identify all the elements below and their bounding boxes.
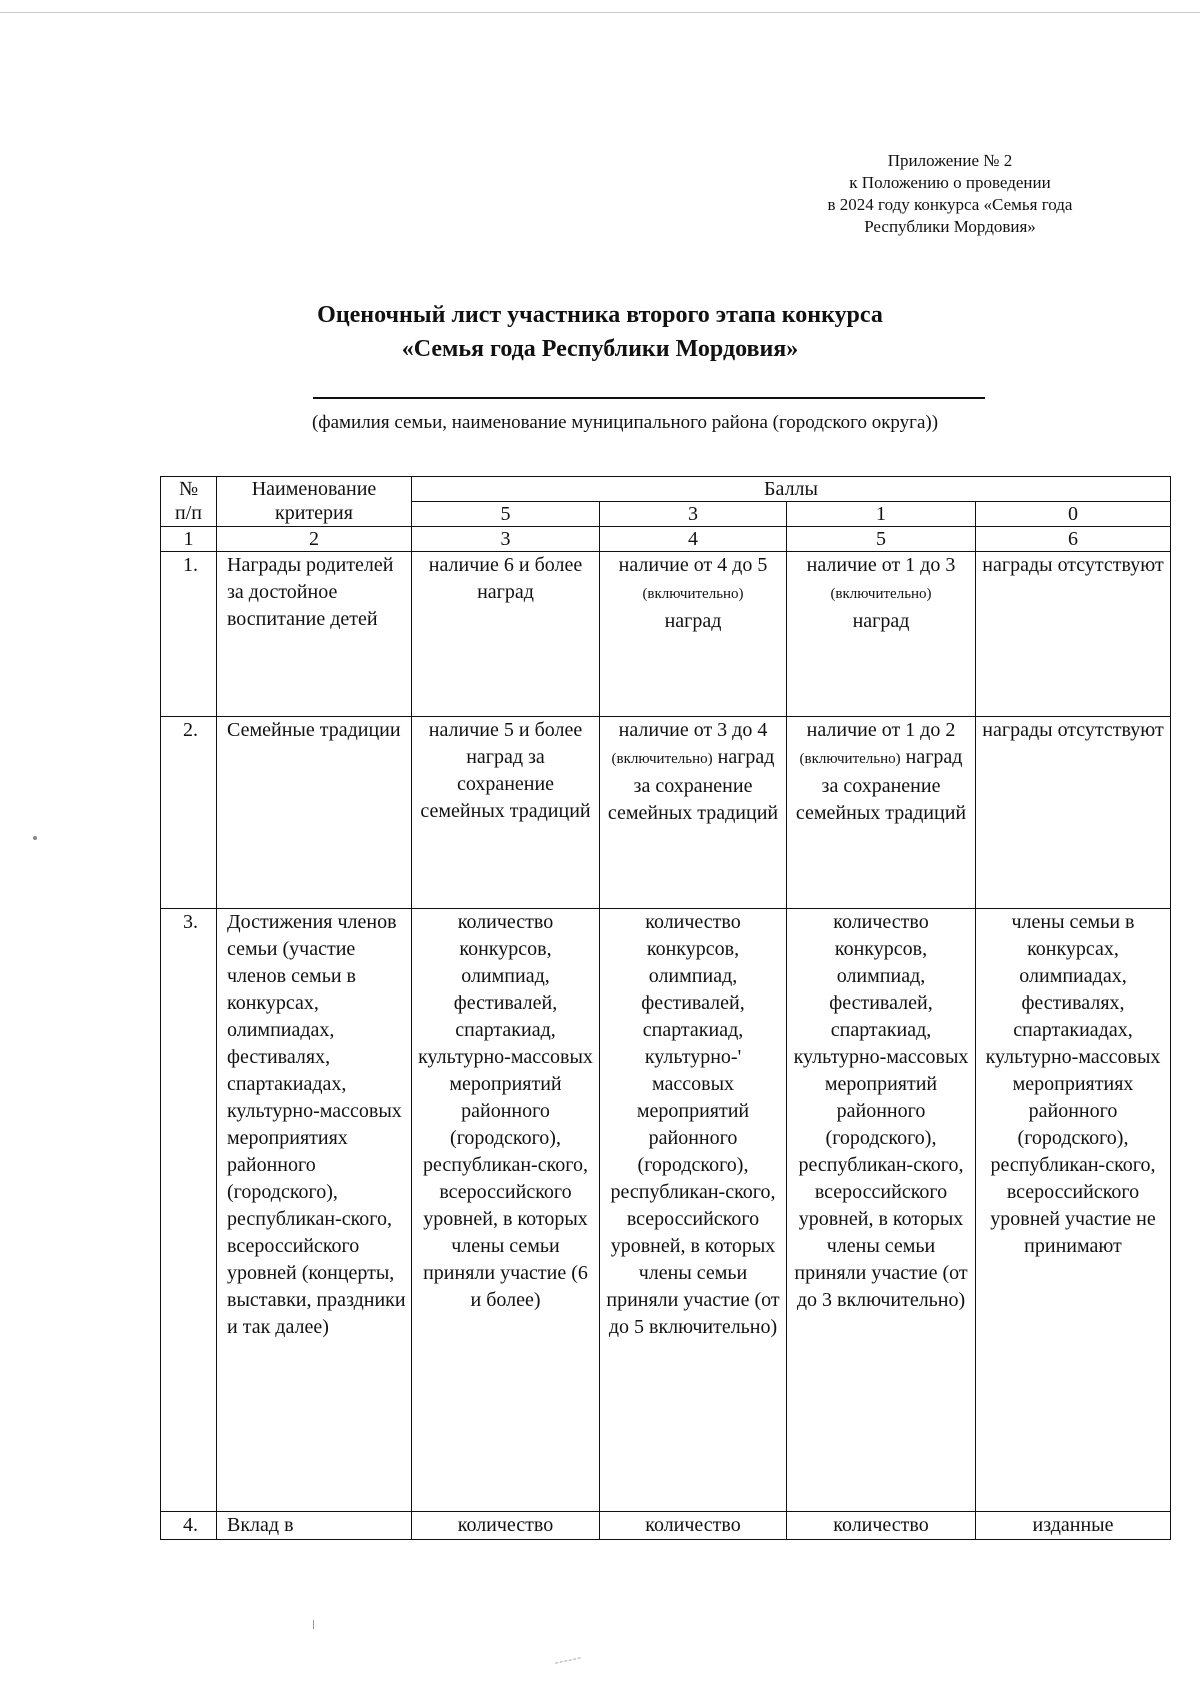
table-row bbox=[161, 717, 1171, 909]
column-numbers-row bbox=[161, 527, 1171, 552]
row-number: 2. bbox=[161, 717, 217, 909]
score-1-cell bbox=[787, 717, 976, 909]
header-score-0: 0 bbox=[976, 502, 1171, 527]
scan-speck bbox=[33, 836, 37, 840]
appendix-line-1: Приложение № 2 bbox=[887, 151, 1013, 170]
criterion-cell: Достижения членов семьи (участие членов семьи в конкурсах, олимпиадах, фестивалях, спартакиадах, культурно-массовых мероприятиях районного (городского), республикан-ского, всероссийского уровней (концерты, выставки, праздники и так далее) bbox=[217, 909, 412, 1512]
score-3-cell: количество bbox=[600, 1512, 787, 1540]
column-number: 6 bbox=[976, 527, 1171, 552]
column-number: 5 bbox=[787, 527, 976, 552]
score-0-cell: изданные bbox=[976, 1512, 1171, 1540]
score-3-cell bbox=[600, 717, 787, 909]
row-number: 3. bbox=[161, 909, 217, 1512]
score-1-text: наличие от 1 до 2 bbox=[806, 719, 956, 741]
column-number: 1 bbox=[161, 527, 217, 552]
criterion-cell: Награды родителей за достойное воспитание детей bbox=[217, 552, 412, 717]
score-5-cell: наличие 6 и более наград bbox=[412, 552, 600, 717]
score-1-cell: количество bbox=[787, 1512, 976, 1540]
score-3-note: (включительно) bbox=[611, 751, 713, 767]
title-line-1: Оценочный лист участника второго этапа конкурса bbox=[317, 302, 883, 328]
row-number: 1. bbox=[161, 552, 217, 717]
score-1-text: наличие от 1 до 3 bbox=[806, 554, 956, 576]
score-1-text-end: наград bbox=[852, 610, 910, 632]
score-3-cell bbox=[600, 552, 787, 717]
blank-line-caption: (фамилия семьи, наименование муниципального района (городского округа)) bbox=[311, 412, 939, 433]
score-3-cell: количество конкурсов, олимпиад, фестивалей, спартакиад, культурно-' массовых мероприятий районного (городского), республикан-ского, всероссийского уровней, в которых члены семьи приняли участие (от до 5 включительно) bbox=[600, 909, 787, 1512]
score-3-text: наличие от 3 до 4 bbox=[618, 719, 768, 741]
header-number-symbol: № bbox=[178, 478, 199, 500]
scan-edge-line bbox=[0, 12, 1200, 13]
appendix-line-2: к Положению о проведении bbox=[849, 173, 1051, 192]
score-5-cell: наличие 5 и более наград за сохранение семейных традиций bbox=[412, 717, 600, 909]
score-0-cell: члены семьи в конкурсах, олимпиадах, фестивалях, спартакиадах, культурно-массовых мероприятиях районного (городского), республикан-ского, всероссийского уровней участие не принимают bbox=[976, 909, 1171, 1512]
header-score-1: 1 bbox=[787, 502, 976, 527]
family-name-blank-line bbox=[313, 397, 985, 399]
header-criterion-line-2: критерия bbox=[275, 502, 353, 524]
score-3-text-end: наград за сохранение семейных традиций bbox=[607, 746, 779, 824]
score-0-cell: награды отсутствуют bbox=[976, 717, 1171, 909]
score-0-cell: награды отсутствуют bbox=[976, 552, 1171, 717]
evaluation-table bbox=[160, 476, 1171, 1540]
header-row bbox=[161, 477, 1171, 502]
appendix-line-4: Республики Мордовия» bbox=[864, 217, 1036, 236]
score-1-text-end: наград за сохранение семейных традиций bbox=[795, 746, 967, 824]
header-number-cell bbox=[161, 477, 217, 527]
column-number: 3 bbox=[412, 527, 600, 552]
score-1-cell: количество конкурсов, олимпиад, фестивалей, спартакиад, культурно-массовых мероприятий районного (городского), республикан-ского, всероссийского уровней, в которых члены семьи приняли участие (от до 3 включительно) bbox=[787, 909, 976, 1512]
appendix-line-3: в 2024 году конкурса «Семья года bbox=[827, 195, 1073, 214]
document-title bbox=[200, 298, 1000, 366]
header-points: Баллы bbox=[412, 477, 1171, 502]
column-number: 4 bbox=[600, 527, 787, 552]
header-score-3: 3 bbox=[600, 502, 787, 527]
title-line-2: «Семья года Республики Мордовия» bbox=[401, 336, 799, 362]
score-1-note: (включительно) bbox=[799, 751, 901, 767]
table-row bbox=[161, 909, 1171, 1512]
table-row bbox=[161, 552, 1171, 717]
header-criterion-line-1: Наименование bbox=[251, 478, 377, 500]
header-number-abbr: п/п bbox=[175, 502, 202, 524]
column-number: 2 bbox=[217, 527, 412, 552]
scan-mark bbox=[555, 1657, 581, 1663]
score-1-cell bbox=[787, 552, 976, 717]
appendix-note bbox=[770, 150, 1130, 238]
header-criterion-cell bbox=[217, 477, 412, 527]
criterion-cell: Вклад в bbox=[217, 1512, 412, 1540]
score-1-note: (включительно) bbox=[830, 586, 932, 602]
score-5-cell: количество bbox=[412, 1512, 600, 1540]
table-row bbox=[161, 1512, 1171, 1540]
row-number: 4. bbox=[161, 1512, 217, 1540]
header-score-5: 5 bbox=[412, 502, 600, 527]
score-3-text-end: наград bbox=[664, 610, 722, 632]
score-5-cell: количество конкурсов, олимпиад, фестивалей, спартакиад, культурно-массовых мероприятий районного (городского), республикан-ского, всероссийского уровней, в которых члены семьи приняли участие (6 и более) bbox=[412, 909, 600, 1512]
scan-mark bbox=[313, 1620, 314, 1629]
criterion-cell: Семейные традиции bbox=[217, 717, 412, 909]
score-3-note: (включительно) bbox=[642, 586, 744, 602]
score-3-text: наличие от 4 до 5 bbox=[618, 554, 768, 576]
